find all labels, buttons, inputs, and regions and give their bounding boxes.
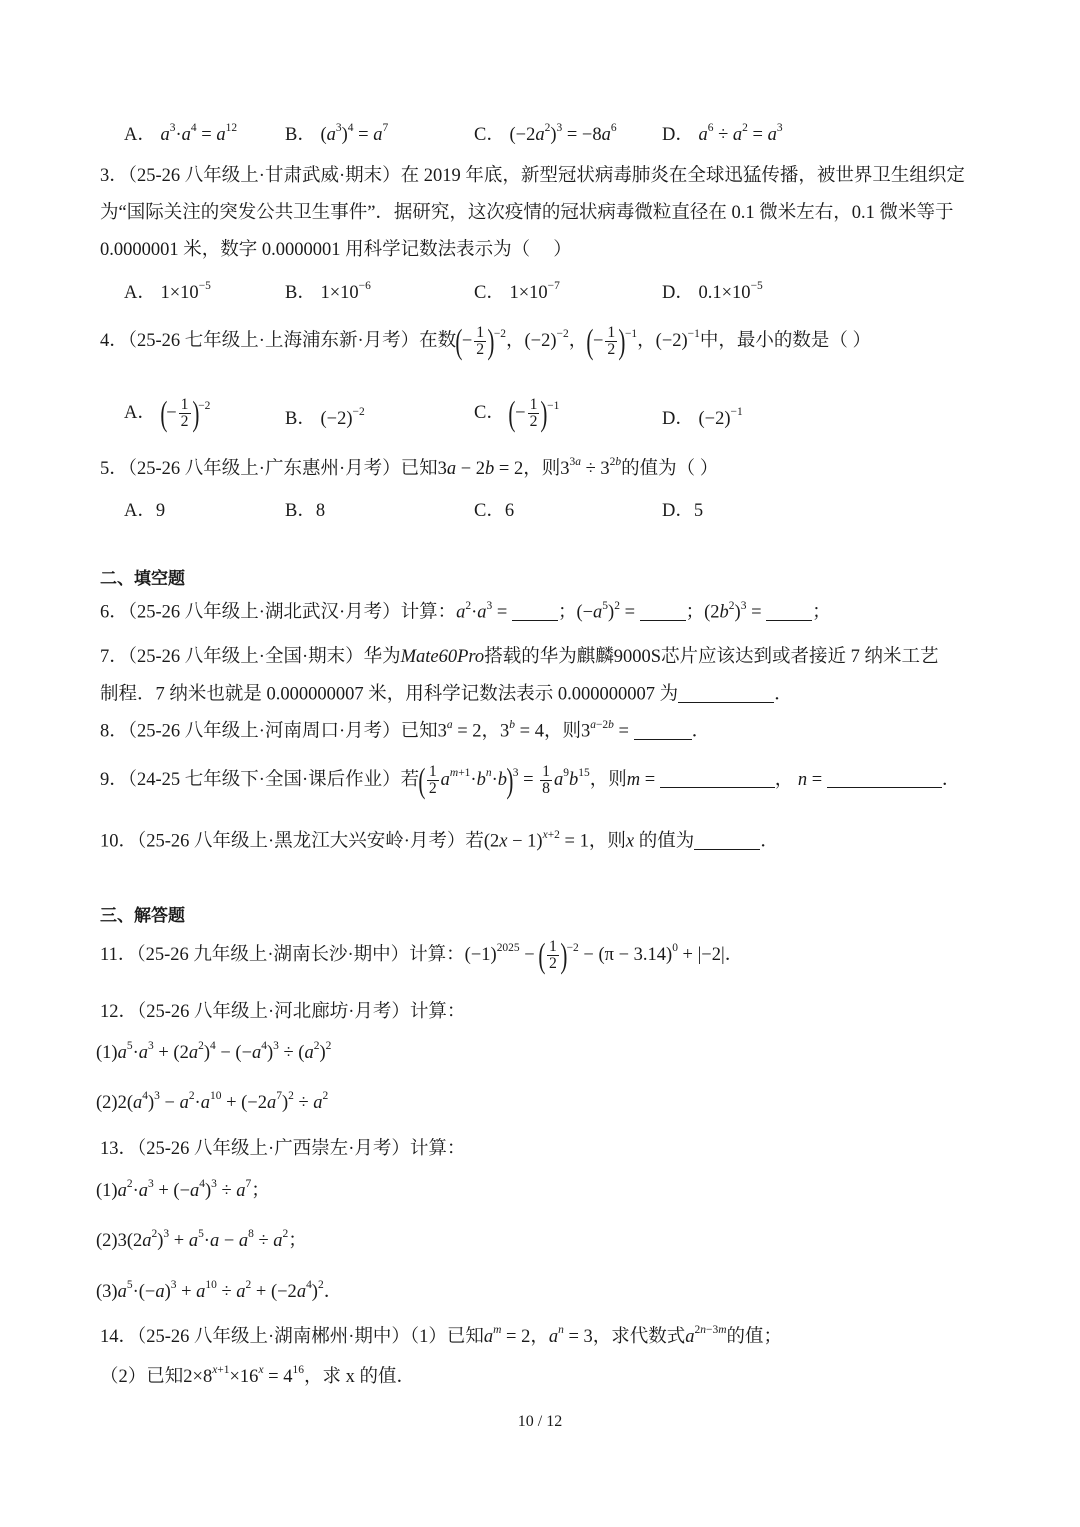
answer-blank[interactable]	[640, 601, 686, 621]
q11-stem-text: 11．（25-26 九年级上·湖南长沙·期中）计算：	[100, 944, 465, 965]
q4-stem-prefix: 4．（25-26 七年级上·上海浦东新·月考）在数	[100, 330, 457, 351]
q7-stem-line1	[100, 646, 939, 668]
q6-stem: 6．（25-26 八年级上·湖北武汉·月考）计算：$a^2\cdot a^3$ = ；$(-a^5)^2$ = ；$(2b^2)^3$ = ；	[100, 599, 831, 623]
q7-stem-text: 制程．7 纳米也就是 0.000000007 米，用科学记数法表示 0.000000007 为	[100, 684, 679, 705]
option-label: B．	[285, 283, 316, 303]
q5-stem-mid: ，则	[523, 459, 561, 479]
q9-stem-prefix: 9．（24-25 七年级下·全国·课后作业）若	[100, 769, 420, 790]
q4-option-d: D． $(-2)^{-1}$	[662, 406, 743, 429]
q12-part1: $(1)a^5\cdot a^3 + (2a^2)^4 - (-a^4)^3 \div (a^2)^2$	[96, 1040, 332, 1063]
option-label: C．	[474, 402, 505, 423]
option-label: D．	[662, 125, 694, 145]
q10-stem-suffix: 的值为	[638, 831, 695, 852]
q5-option-d: D．5	[662, 501, 704, 521]
q4-option-b: B． $(-2)^{-2}$	[285, 406, 365, 429]
q9-stem-mid: ，则	[589, 769, 627, 790]
answer-blank[interactable]	[827, 768, 942, 788]
q12-stem: 12．（25-26 八年级上·河北廊坊·月考）计算：	[100, 1002, 466, 1022]
option-label: B．	[285, 409, 316, 429]
q7-stem-suffix: 芯片应该达到或者接近 7 纳米工艺	[661, 647, 939, 667]
q7-chip: 9000S	[613, 647, 661, 667]
q13-part2: $(2)3(2a^2)^3 + a^5\cdot a - a^8 \div a^2$；	[96, 1228, 307, 1251]
q13-stem: 13．（25-26 八年级上·广西崇左·月考）计算：	[100, 1139, 466, 1159]
q9-stem: 9．（24-25 七年级下·全国·课后作业）若( $\frac{1}{2}$ $a^{m+1}\cdot b^n\cdot b)^3$ = $\frac{1}{8}$ $a^9b^{15}$，则m = ， n = ．	[100, 761, 961, 800]
q7-stem-prefix: 7．（25-26 八年级上·全国·期末）华为	[100, 647, 401, 667]
q5-stem-suffix: 的值为（ ）	[621, 459, 719, 479]
q5-stem: 5．（25-26 八年级上·广东惠州·月考）已知3a − 2b = 2，则$3^{3a} \div 3^{2b}$的值为（ ）	[100, 456, 719, 479]
q3-stem-line3: 0.0000001 米，数字 0.0000001 用科学记数法表示为（ ）	[100, 240, 572, 260]
answer-blank[interactable]	[766, 601, 812, 621]
q7-stem-line2: 制程．7 纳米也就是 0.000000007 米，用科学记数法表示 0.000000007 为 ．	[100, 684, 793, 705]
option-label: C．	[474, 283, 505, 303]
q14-stem-prefix: 14．（25-26 八年级上·湖南郴州·期中）（1）已知	[100, 1327, 484, 1347]
q8-stem-mid: ，则	[543, 721, 581, 742]
option-label: C．	[474, 125, 505, 145]
answer-blank[interactable]	[660, 768, 775, 788]
q7-model: Mate60Pro	[400, 647, 485, 667]
q4-stem-suffix: 中，最小的数是（ ）	[699, 330, 872, 351]
q2-option-d: D． $a^6 \div a^2 = a^3$	[662, 122, 783, 145]
q4-option-a: A． (− $\frac{1}{2}$ )$^{-2}$	[124, 394, 211, 433]
option-label: A．	[124, 402, 156, 423]
q8-stem-prefix: 8．（25-26 八年级上·河南周口·月考）已知	[100, 721, 438, 742]
option-label: A．	[124, 283, 156, 303]
page-number: 10 / 12	[517, 1413, 563, 1430]
q13-part3: $(3)a^5\cdot(-a)^3 + a^{10} \div a^2 + (-2a^4)^2$．	[96, 1279, 343, 1302]
q8-stem: 8．（25-26 八年级上·河南周口·月考）已知$3^a = 2$，$3^b = 4$，则$3^{a-2b}$ = ．	[100, 718, 711, 742]
q4-stem: 4．（25-26 七年级上·上海浦东新·月考）在数(− $\frac{1}{2}$ )$^{-2}$，$(-2)^{-2}$，(− $\frac{1}{2}$ )$^{-1}$，$(-2)^{-1}$中，最小的数是（ ）	[100, 322, 872, 361]
q14-part2-prefix: （2）已知	[100, 1367, 184, 1387]
q7-stem-mid: 搭载的华为麒麟	[484, 647, 614, 667]
q5-option-a: A．9	[124, 501, 166, 521]
q3-option-b: B． $1\times 10^{-6}$	[285, 280, 371, 303]
q14-part2-suffix: ，求 x 的值．	[303, 1367, 415, 1387]
answer-blank[interactable]	[678, 683, 774, 703]
q4-option-c: C． (− $\frac{1}{2}$ )$^{-1}$	[474, 394, 560, 433]
q3-option-d: D． $0.1\times 10^{-5}$	[662, 280, 763, 303]
q14-stem-line2: （2）已知$2\times 8^{x+1}\times 16^x = 4^{16}$，求 x 的值．	[100, 1364, 415, 1387]
q5-option-c: C．6	[474, 501, 515, 521]
q3-option-a: A． $1\times 10^{-5}$	[124, 280, 211, 303]
q14-stem-mid: ，求代数式	[592, 1327, 686, 1347]
q12-part2: $(2)2(a^4)^3 - a^2\cdot a^{10} + (-2a^7)^2 \div a^2$	[96, 1090, 329, 1113]
q10-stem: 10．（25-26 八年级上·黑龙江大兴安岭·月考）若$(2x - 1)^{x+2} = 1$，则x 的值为 ．	[100, 828, 779, 852]
q13-part1: $(1)a^2\cdot a^3 + (-a^4)^3 \div a^7$；	[96, 1178, 270, 1201]
q2-option-c: C． $(-2a^2)^3 = -8a^6$	[474, 122, 617, 145]
answer-blank[interactable]	[634, 720, 692, 740]
q10-stem-mid: ，则	[588, 831, 626, 852]
option-label: A．	[124, 125, 156, 145]
option-label: D．	[662, 409, 694, 429]
answer-blank[interactable]	[694, 830, 760, 850]
q2-option-b: B． $(a^3)^4 = a^7$	[285, 122, 389, 145]
section-heading-fill-in: 二、填空题	[100, 569, 185, 589]
q2-option-a: A． $a^3\cdot a^4 = a^{12}$	[124, 122, 238, 145]
q5-option-b: B．8	[285, 501, 326, 521]
q11-stem: 11．（25-26 九年级上·湖南长沙·期中）计算：$(-1)^{2025}$ − ( $\frac{1}{2}$ )$^{-2} - (\pi - 3.14)^0 + |-2|$．	[100, 936, 744, 975]
q10-stem-prefix: 10．（25-26 八年级上·黑龙江大兴安岭·月考）若	[100, 831, 484, 852]
q3-stem-line1: 3．（25-26 八年级上·甘肃武威·期末）在 2019 年底，新型冠状病毒肺炎在全球迅猛传播，被世界卫生组织定	[100, 166, 965, 186]
q14-stem-line1: 14．（25-26 八年级上·湖南郴州·期中）（1）已知$a^m = 2$，$a^n = 3$，求代数式$a^{2n-3m}$的值；	[100, 1324, 783, 1347]
answer-blank[interactable]	[512, 601, 558, 621]
option-label: B．	[285, 125, 316, 145]
option-label: D．	[662, 283, 694, 303]
q6-stem-text: 6．（25-26 八年级上·湖北武汉·月考）计算：	[100, 602, 457, 623]
q5-stem-prefix: 5．（25-26 八年级上·广东惠州·月考）已知	[100, 459, 438, 479]
q3-stem-line2: 为“国际关注的突发公共卫生事件”．据研究，这次疫情的冠状病毒微粒直径在 0.1 微米左右，0.1 微米等于	[100, 203, 954, 223]
section-heading-solve: 三、解答题	[100, 906, 185, 926]
q14-stem-suffix: 的值；	[726, 1327, 783, 1347]
q3-option-c: C． $1\times 10^{-7}$	[474, 280, 560, 303]
